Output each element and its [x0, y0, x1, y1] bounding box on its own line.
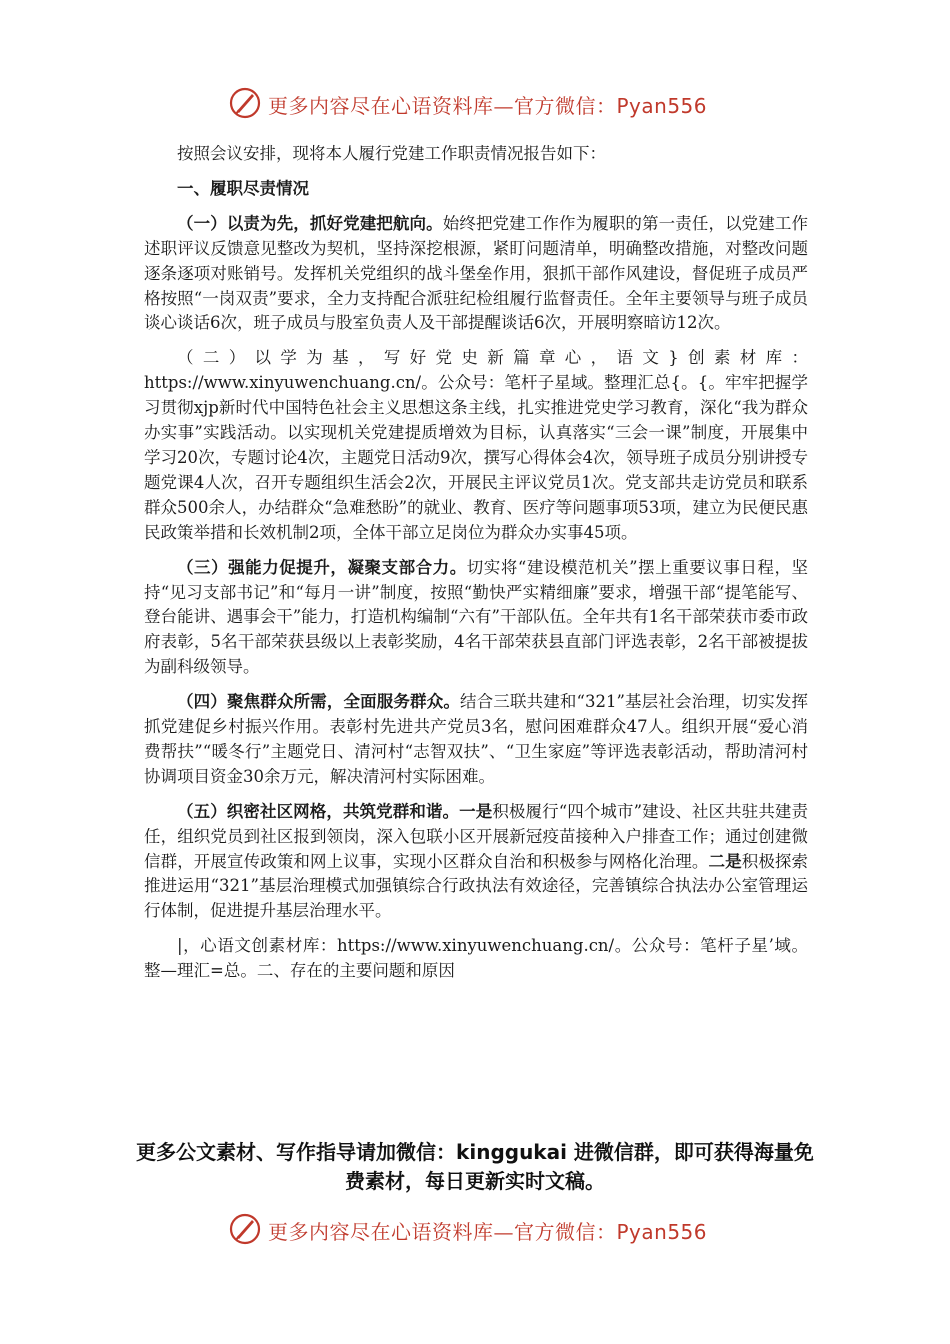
section-heading-1: 一、履职尽责情况 [177, 178, 309, 198]
quill-logo-icon [228, 86, 262, 120]
document-body [144, 142, 808, 984]
paragraph-item-3: （三）强能力促提升，凝聚支部合力。切实将“建设模范机关”摆上重要议事日程，坚持“见习支部书记”和“每月一讲”制度，按照“勤快严实精细廉”要求，增强干部“提笔能写、登台能讲、遇事会干”能力，打造机构编制“六有”干部队伍。全年共有1名干部荣获市委市政府表彰，5名干部荣获县级以上表彰奖励，4名干部荣获县直部门评选表彰，2名干部被提拔为副科级领导。 [144, 557, 808, 677]
header-watermark-banner [0, 84, 950, 124]
footer-promo-note: 更多公文素材、写作指导请加微信：kinggukai 进微信群，即可获得海量免费素材，每日更新实时文稿。 [136, 1140, 814, 1193]
footer-watermark-banner [0, 1210, 950, 1250]
paragraph-item-5: （五）织密社区网格，共筑党群和谐。一是积极履行“四个城市”建设、社区共驻共建责任，组织党员到社区报到领岗，深入包联小区开展新冠疫苗接种入户排查工作；通过创建微信群，开展宣传政策和网上议事，实现小区群众自治和积极参与网格化治理。二是积极探索推进运用“321”基层治理模式加强镇综合行政执法有效途径，完善镇综合执法办公室管理运行体制，促进提升基层治理水平。 [144, 801, 809, 921]
paragraph-item-4: （四）聚焦群众所需，全面服务群众。结合三联共建和“321”基层社会治理，切实发挥抓党建促乡村振兴作用。表彰村先进共产党员3名，慰问困难群众47人。组织开展“爱心消费帮扶”“暖冬行”主题党日、清河村“志智双扶”、“卫生家庭”等评选表彰活动，帮助清河村协调项目资金30余万元，解决清河村实际困难。 [144, 692, 808, 786]
quill-logo-icon [228, 1212, 262, 1246]
paragraph-item-2: （二）以学为基，写好党史新篇章心，语文}创素材库：https://www.xinyuwenchuang.cn/。公众号：笔杆子星域。整理汇总{。{。牢牢把握学习贯彻xjp新时代中国特色社会主义思想这条主线，扎实推进党史学习教育，深化“我为群众办实事”实践活动。以实现机关党建提质增效为目标，认真落实“三会一课”制度，开展集中学习20次，专题讨论4次，主题党日活动9次，撰写心得体会4次，领导班子成员分别讲授专题党课4人次，召开专题组织生活会2次，开展民主评议党员1次。党支部共走访党员和联系群众500余人，办结群众“急难愁盼”的就业、教育、医疗等问题事项53项，建立为民便民惠民政策举措和长效机制2项，全体干部立足岗位为群众办实事45项。 [144, 348, 808, 542]
paragraph-item-1: （一）以责为先，抓好党建把航向。始终把党建工作作为履职的第一责任，以党建工作述职评议反馈意见整改为契机，坚持深挖根源，紧盯问题清单，明确整改措施，对整改问题逐条逐项对账销号。发挥机关党组织的战斗堡垒作用，狠抓干部作风建设，督促班子成员严格按照“一岗双责”要求，全力支持配合派驻纪检组履行监督责任。全年主要领导与班子成员谈心谈话6次，班子成员与股室负责人及干部提醒谈话6次，开展明察暗访12次。 [144, 213, 809, 333]
banner-text: 更多内容尽在心语资料库—官方微信：Pyan556 [268, 94, 708, 118]
closing-paragraph: |，心语文创素材库：https://www.xinyuwenchuang.cn/。公众号：笔杆子星’域。整—理汇=总。二、存在的主要问题和原因 [144, 936, 808, 981]
intro-paragraph: 按照会议安排，现将本人履行党建工作职责情况报告如下： [177, 144, 606, 163]
banner-text: 更多内容尽在心语资料库—官方微信：Pyan556 [268, 1220, 708, 1244]
